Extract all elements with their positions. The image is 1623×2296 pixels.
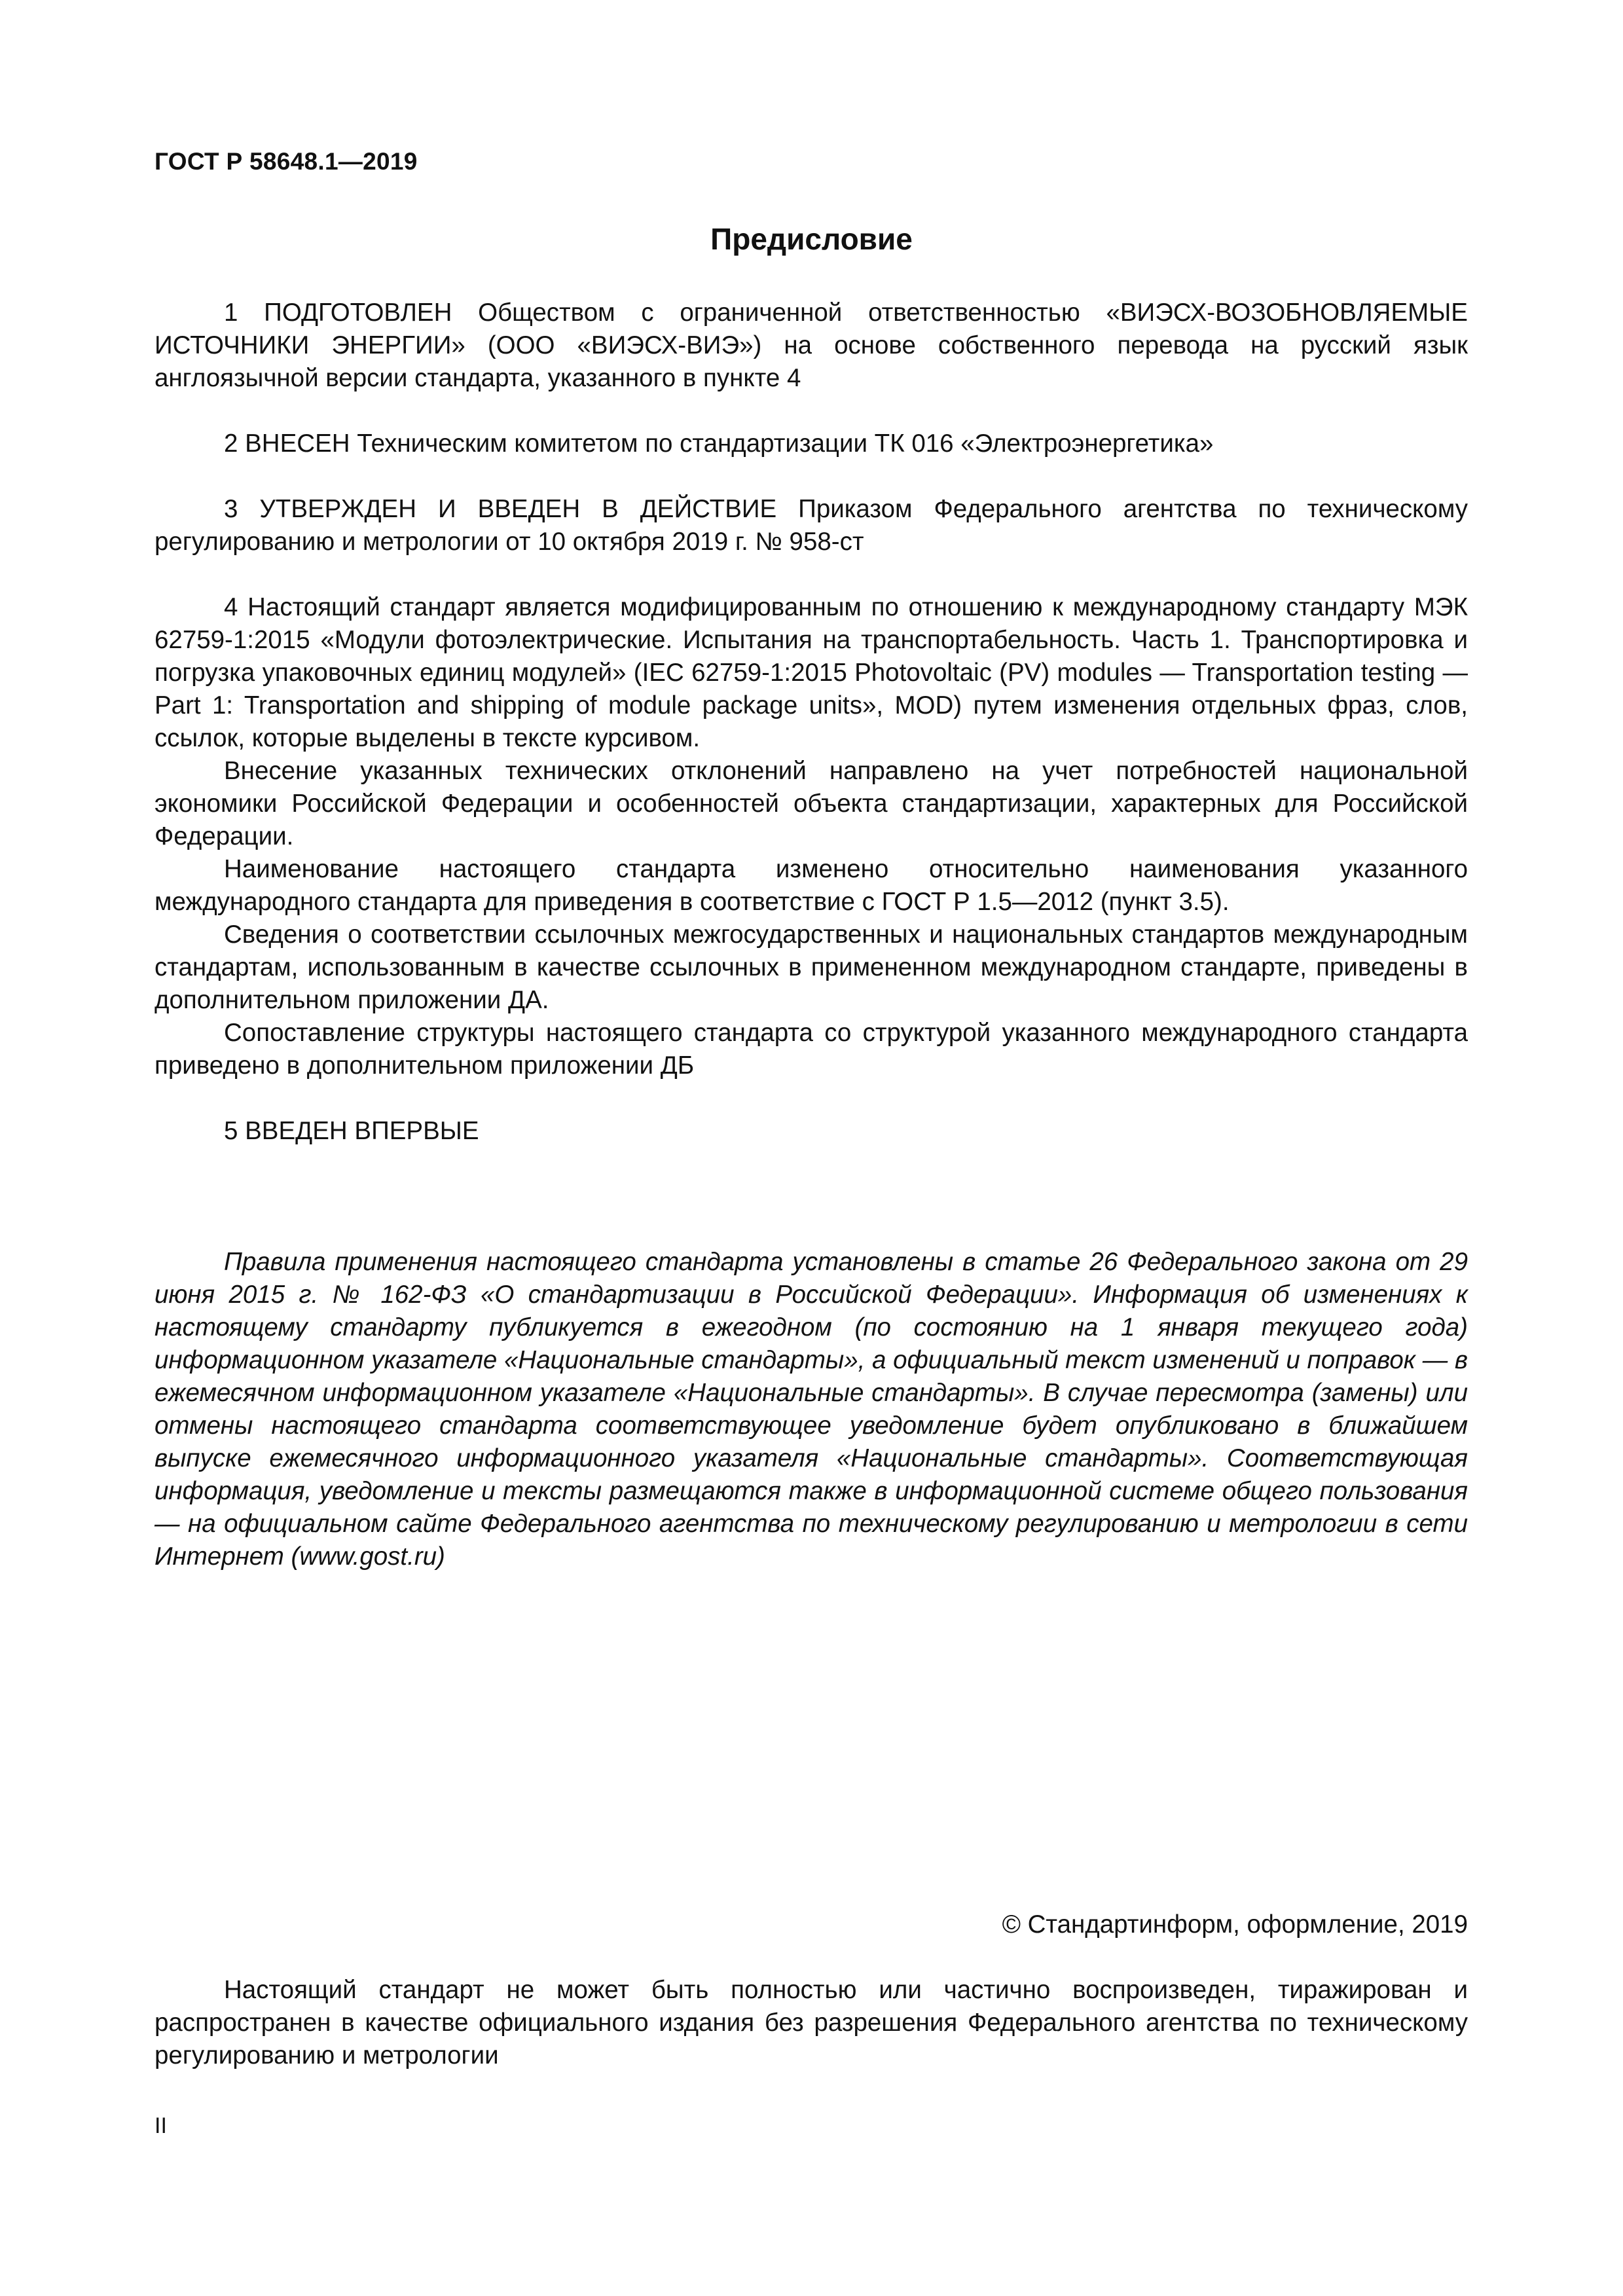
page-title: Предисловие [710, 222, 913, 256]
section-4-title-change: Наименование настоящего стандарта изменено относительно наименования указанного международного стандарта для приведения в соответствие с ГОСТ Р 1.5—2012 (пункт 3.5). [155, 855, 1468, 916]
section-4-modification: 4 Настоящий стандарт является модифицированным по отношению к международному стандарту МЭК 62759-1:2015 «Модули фотоэлектрические. Испытания на транспортабельность. Часть 1. Транспортировка и погрузка упаковочных единиц модулей» (IEC 62759-1:2015 Photovoltaic (PV) modules — Transportation testing — Part 1: Transportation and shipping of module package units», MOD) путем изменения отдельных фраз, слов, ссылок, которые выделены в тексте курсивом. [155, 593, 1468, 752]
foreword-body [155, 297, 1468, 1148]
section-3-approved: 3 УТВЕРЖДЕН И ВВЕДЕН В ДЕЙСТВИЕ Приказом Федерального агентства по техническому регулированию и метрологии от 10 октября 2019 г. № 958-ст [155, 495, 1468, 556]
section-5-first-introduced: 5 ВВЕДЕН ВПЕРВЫЕ [224, 1117, 479, 1145]
rules-notice: Правила применения настоящего стандарта установлены в статье 26 Федерального закона от 29 июня 2015 г. № 162-ФЗ «О стандартизации в Российской Федерации». Информация об изменениях к настоящему стандарту публикуется в ежегодном (по состоянию на 1 января текущего года) информационном указателе «Национальные стандарты», а официальный текст изменений и поправок — в ежемесячном информационном указателе «Национальные стандарты». В случае пересмотра (замены) или отмены настоящего стандарта соответствующее уведомление будет опубликовано в ближайшем выпуске ежемесячного информационного указателя «Национальные стандарты». Соответствующая информация, уведомление и тексты размещаются также в информационной системе общего пользования — на официальном сайте Федерального агентства по техническому регулированию и метрологии в сети Интернет (www.gost.ru) [155, 1248, 1468, 1571]
document-id: ГОСТ Р 58648.1—2019 [155, 148, 418, 175]
reproduction-block [155, 1974, 1468, 2072]
reproduction-notice: Настоящий стандарт не может быть полностью или частично воспроизведен, тиражирован и распространен в качестве официального издания без разрешения Федерального агентства по техническому регулированию и метрологии [155, 1976, 1468, 2069]
rules-notice-block [155, 1246, 1468, 1573]
section-4-structure: Сопоставление структуры настоящего стандарта со структурой указанного международного стандарта приведено в дополнительном приложении ДБ [155, 1019, 1468, 1080]
section-2-introduced: 2 ВНЕСЕН Техническим комитетом по стандартизации ТК 016 «Электроэнергетика» [224, 429, 1214, 458]
copyright-notice: © Стандартинформ, оформление, 2019 [1002, 1910, 1468, 1939]
section-4-deviations: Внесение указанных технических отклонений направлено на учет потребностей национальной экономики Российской Федерации и особенностей объекта стандартизации, характерных для Российской Федерации. [155, 757, 1468, 850]
section-1-prepared: 1 ПОДГОТОВЛЕН Обществом с ограниченной ответственностью «ВИЭСХ-ВОЗОБНОВЛЯЕМЫЕ ИСТОЧНИКИ ЭНЕРГИИ» (ООО «ВИЭСХ-ВИЭ») на основе собственного перевода на русский язык англоязычной версии стандарта, указанного в пункте 4 [155, 299, 1468, 392]
section-4-references: Сведения о соответствии ссылочных межгосударственных и национальных стандартов международным стандартам, использованным в качестве ссылочных в примененном международном стандарте, приведены в дополнительном приложении ДА. [155, 920, 1468, 1014]
page-number: II [155, 2113, 167, 2138]
